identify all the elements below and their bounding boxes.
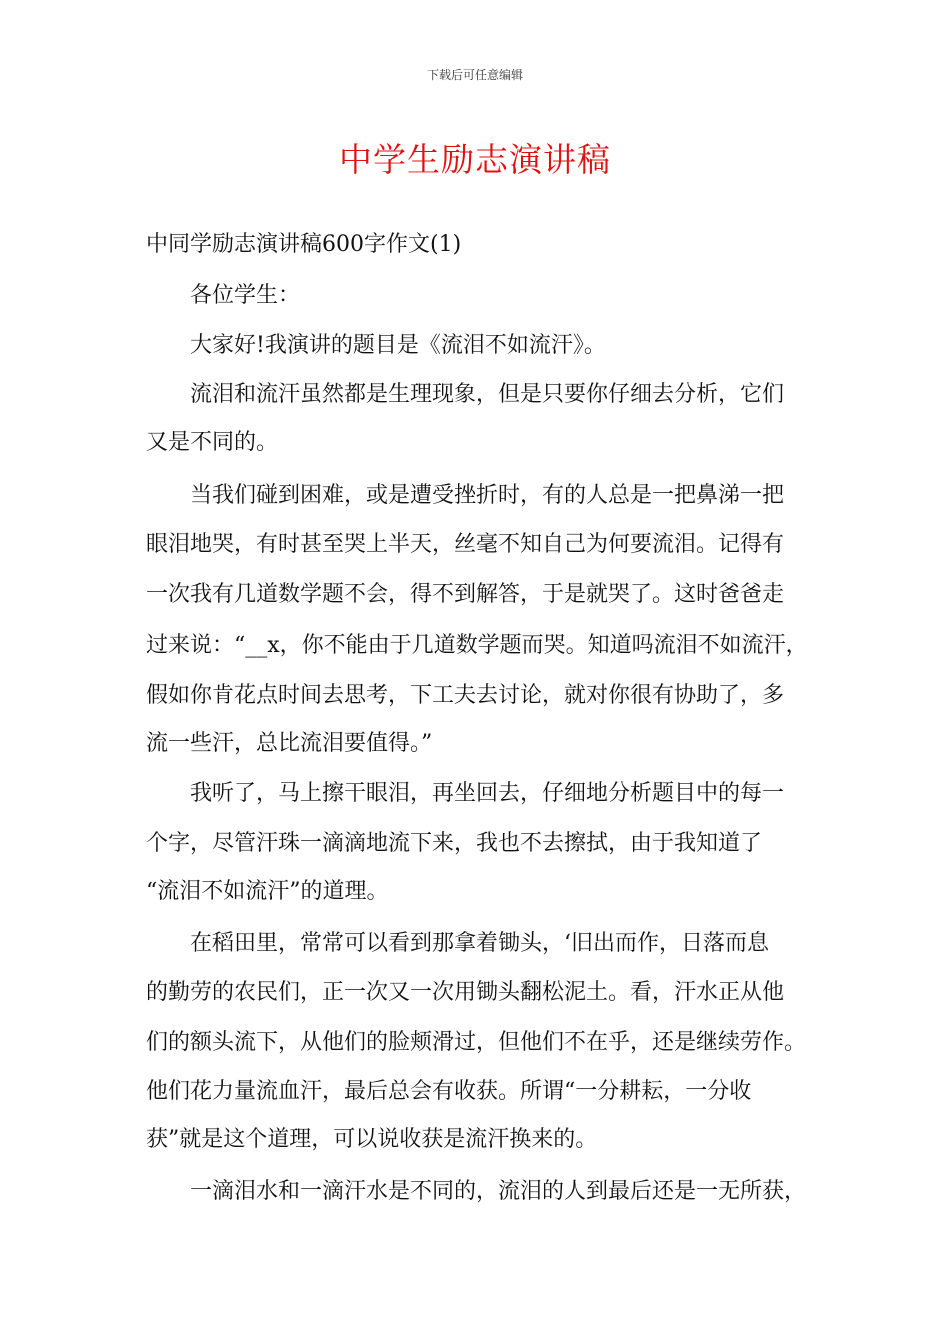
paragraph-line: 们的额头流下，从他们的脸颊滑过，但他们不在乎，还是继续劳作。: [146, 1030, 807, 1055]
paragraph-line: 一滴泪水和一滴汗水是不同的，流泪的人到最后还是一无所获，: [190, 1179, 807, 1204]
paragraph-line: 我听了，马上擦干眼泪，再坐回去，仔细地分析题目中的每一: [190, 781, 785, 806]
subtitle-line: 中同学励志演讲稿600字作文(1): [146, 232, 462, 257]
paragraph-line: 眼泪地哭，有时甚至哭上半天，丝毫不知自己为何要流泪。记得有: [146, 532, 785, 557]
paragraph-line: 一次我有几道数学题不会，得不到解答，于是就哭了。这时爸爸走: [146, 582, 785, 607]
paragraph-line: “流泪不如流汗”的道理。: [146, 879, 389, 904]
header-note: 下载后可任意编辑: [426, 68, 523, 82]
paragraph-line: 获”就是这个道理，可以说收获是流汗换来的。: [146, 1127, 598, 1152]
paragraph-line: 又是不同的。: [146, 430, 279, 455]
paragraph-line: 当我们碰到困难，或是遭受挫折时，有的人总是一把鼻涕一把: [190, 483, 785, 508]
document-title: 中学生励志演讲稿: [339, 140, 611, 179]
paragraph-line: 假如你肯花点时间去思考，下工夫去讨论，就对你很有协助了，多: [146, 683, 785, 708]
paragraph-line: 的勤劳的农民们，正一次又一次用锄头翻松泥土。看，汗水正从他: [146, 980, 785, 1005]
paragraph-line: 在稻田里，常常可以看到那拿着锄头，‘旧出而作，日落而息: [190, 931, 769, 956]
paragraph-line: 个字，尽管汗珠一滴滴地流下来，我也不去擦拭，由于我知道了: [146, 831, 763, 856]
paragraph-line: 大家好!我演讲的题目是《流泪不如流汗》。: [190, 333, 606, 358]
paragraph-line: 流泪和流汗虽然都是生理现象，但是只要你仔细去分析，它们: [190, 382, 785, 407]
paragraph-line: 过来说：“__x，你不能由于几道数学题而哭。知道吗流泪不如流汗，: [146, 633, 808, 658]
paragraph-line: 他们花力量流血汗，最后总会有收获。所谓“一分耕耘，一分收: [146, 1079, 752, 1104]
paragraph-line: 流一些汗，总比流泪要值得。”: [146, 731, 433, 756]
salutation-line: 各位学生：: [190, 283, 301, 308]
